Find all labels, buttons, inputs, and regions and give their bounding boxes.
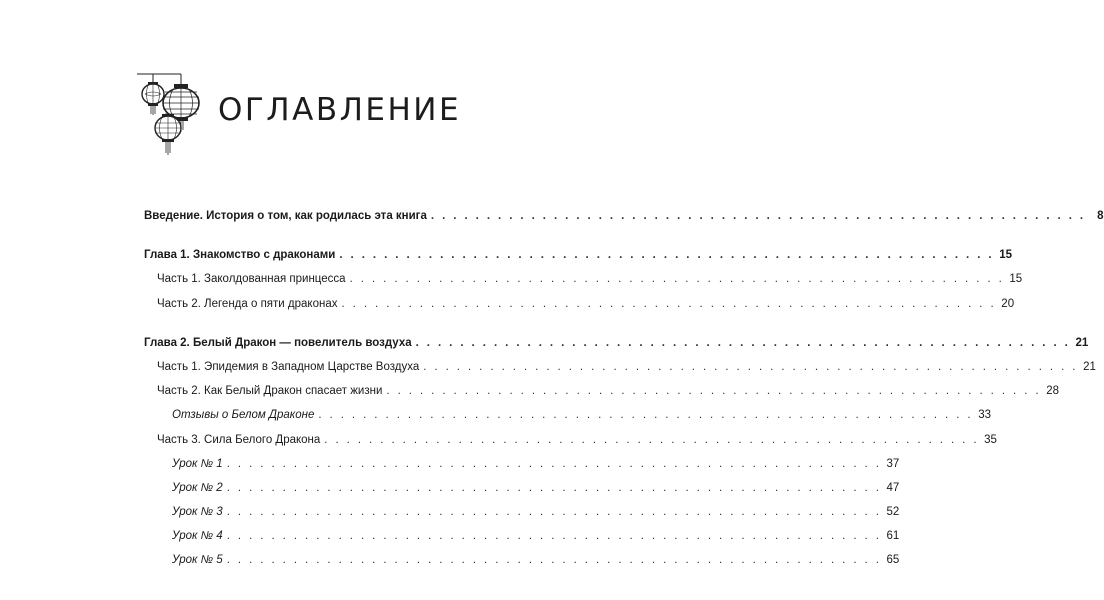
toc-entry-page: 65 [886,554,900,567]
toc-leader-dots: . . . . . . . . . . . . . . . . . . . . . . . . . . . . . . . . . . . . . . . . . . . . . . . . . . . . . . . . . . . [349,273,1005,286]
toc-header [133,70,462,160]
toc-leader-dots: . . . . . . . . . . . . . . . . . . . . . . . . . . . . . . . . . . . . . . . . . . . . . . . . . . . . . . . . . . . [318,409,973,422]
toc-entry-label: Урок № 1 [172,457,223,470]
toc-entry-page: 37 [886,457,900,470]
toc-entry-page: 20 [1001,297,1015,310]
toc-leader-dots: . . . . . . . . . . . . . . . . . . . . . . . . . . . . . . . . . . . . . . . . . . . . . . . . . . . . . . . . . . . [339,249,994,262]
toc-entry-page: 47 [886,481,900,494]
toc-entry-label: Урок № 3 [172,506,223,519]
toc-entry-page: 21 [1083,360,1096,373]
toc-entry-label: Часть 2. Как Белый Дракон спасает жизни [157,385,383,398]
toc-entry-label: Часть 2. Легенда о пяти драконах [157,297,338,310]
toc-leader-dots: . . . . . . . . . . . . . . . . . . . . . . . . . . . . . . . . . . . . . . . . . . . . . . . . . . . . . . . . . . . [226,481,882,494]
toc-entry-page: 15 [999,249,1012,262]
toc-entry-label: Отзывы о Белом Драконе [172,409,315,422]
toc-entry-page: 8 [1097,210,1104,222]
toc-entry[interactable] [144,530,900,554]
toc-entry-label: Введение. История о том, как родилась эта книга [144,210,427,222]
toc-leader-dots: . . . . . . . . . . . . . . . . . . . . . . . . . . . . . . . . . . . . . . . . . . . . . . . . . . . . . . . . . . . [415,336,1071,349]
toc-leader-dots: . . . . . . . . . . . . . . . . . . . . . . . . . . . . . . . . . . . . . . . . . . . . . . . . . . . . . . . . . . . [341,297,997,310]
toc-entry[interactable] [144,506,900,530]
toc-entry-label: Урок № 4 [172,530,223,543]
toc-leader-dots: . . . . . . . . . . . . . . . . . . . . . . . . . . . . . . . . . . . . . . . . . . . . . . . . . . . . . . . . . . . [226,506,882,519]
lanterns-icon [133,70,213,160]
toc-entry-page: 35 [984,433,997,446]
toc-leader-dots: . . . . . . . . . . . . . . . . . . . . . . . . . . . . . . . . . . . . . . . . . . . . . . . . . . . . . . . . . . . [423,360,1078,373]
toc-leader-dots: . . . . . . . . . . . . . . . . . . . . . . . . . . . . . . . . . . . . . . . . . . . . . . . . . . . . . . . . . . . [226,554,882,567]
toc-leader-dots: . . . . . . . . . . . . . . . . . . . . . . . . . . . . . . . . . . . . . . . . . . . . . . . . . . . . . . . . . . . [386,385,1041,398]
toc-leader-dots: . . . . . . . . . . . . . . . . . . . . . . . . . . . . . . . . . . . . . . . . . . . . . . . . . . . . . . . . . . . [226,457,882,470]
toc-entry-label: Урок № 5 [172,554,223,567]
toc-entry[interactable] [144,210,1104,234]
toc-entry[interactable] [144,336,1089,361]
toc-entry-label: Часть 3. Сила Белого Дракона [157,433,321,446]
toc-entry[interactable] [144,554,900,578]
toc-entry-label: Урок № 2 [172,481,223,494]
toc-entry-page: 61 [886,530,900,543]
toc-entry[interactable] [144,249,1012,273]
toc-entry-page: 28 [1046,385,1059,398]
table-of-contents [144,210,1104,579]
toc-entry-page: 33 [978,409,991,422]
toc-leader-dots: . . . . . . . . . . . . . . . . . . . . . . . . . . . . . . . . . . . . . . . . . . . . . . . . . . . . . . . . . . . [226,530,882,543]
toc-entry-page: 15 [1009,273,1023,286]
toc-entry-label: Глава 2. Белый Дракон — повелитель воздуха [144,336,412,349]
toc-entry[interactable] [144,273,1023,297]
toc-leader-dots: . . . . . . . . . . . . . . . . . . . . . . . . . . . . . . . . . . . . . . . . . . . . . . . . . . . . . . . . . . . [324,433,979,446]
toc-entry[interactable] [144,409,991,433]
toc-entry-label: Глава 1. Знакомство с драконами [144,249,336,262]
toc-entry[interactable] [144,481,900,506]
toc-entry[interactable] [144,360,1096,385]
page-title: ОГЛАВЛЕНИЕ [218,92,462,128]
toc-entry[interactable] [144,433,997,458]
toc-leader-dots: . . . . . . . . . . . . . . . . . . . . . . . . . . . . . . . . . . . . . . . . . . . . . . . . . . . . . . . . . . . [430,210,1086,222]
toc-entry-page: 21 [1075,336,1089,349]
toc-entry[interactable] [144,385,1059,409]
toc-entry[interactable] [144,457,900,482]
toc-entry-label: Часть 1. Эпидемия в Западном Царстве Воздуха [157,360,420,373]
toc-entry[interactable] [144,297,1015,322]
toc-entry-label: Часть 1. Заколдованная принцесса [157,273,346,286]
toc-entry-page: 52 [886,506,900,519]
